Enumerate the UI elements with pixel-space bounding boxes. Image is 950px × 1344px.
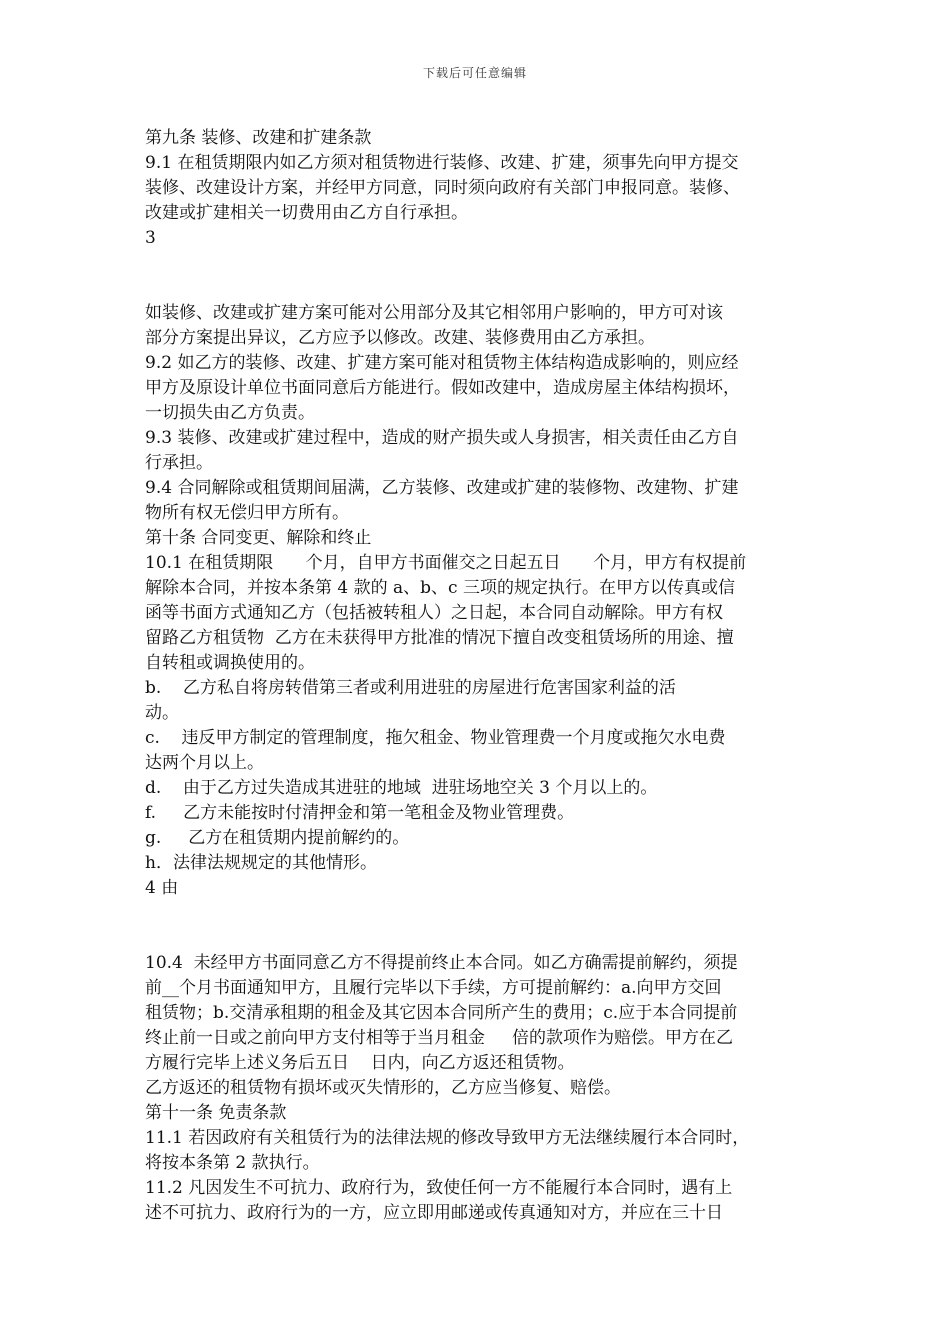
list-item: h．法律法规规定的其他情形。 xyxy=(145,853,377,873)
text-line: 行承担。 xyxy=(145,453,213,473)
text-line: 方履行完毕上述义务后五日 日内，向乙方返还租赁物。 xyxy=(145,1053,575,1073)
text-line: 装修、改建设计方案，并经甲方同意，同时须向政府有关部门申报同意。装修、 xyxy=(145,178,740,198)
text-line: 9.1 在租赁期限内如乙方须对租赁物进行装修、改建、扩建，须事先向甲方提交 xyxy=(145,153,739,173)
text-line: 如装修、改建或扩建方案可能对公用部分及其它相邻用户影响的，甲方可对该 xyxy=(145,303,723,323)
list-item: f. 乙方未能按时付清押金和第一笔租金及物业管理费。 xyxy=(145,803,575,823)
section-9-10-block xyxy=(145,301,810,901)
text-line: 11.2 凡因发生不可抗力、政府行为，致使任何一方不能履行本合同时，遇有上 xyxy=(145,1178,733,1198)
text-line: 留路乙方租赁物 乙方在未获得甲方批准的情况下擅自改变租赁场所的用途、擅 xyxy=(145,628,734,648)
text-line: 一切损失由乙方负责。 xyxy=(145,403,315,423)
section-heading: 第十条 合同变更、解除和终止 xyxy=(145,528,372,548)
text-line: 物所有权无偿归甲方所有。 xyxy=(145,503,349,523)
text-line: 10.4 未经甲方书面同意乙方不得提前终止本合同。如乙方确需提前解约，须提 xyxy=(145,953,738,973)
text-line: 11.1 若因政府有关租赁行为的法律法规的修改导致甲方无法继续履行本合同时， xyxy=(145,1128,750,1148)
text-line: 租赁物；b.交清承租期的租金及其它因本合同所产生的费用；c.应于本合同提前 xyxy=(145,1003,738,1023)
page-break-gap xyxy=(145,901,810,951)
page-header-note: 下载后可任意编辑 xyxy=(422,66,527,80)
text-line: 10.1 在租赁期限 个月，自甲方书面催交之日起五日 个月，甲方有权提前 xyxy=(145,553,747,573)
text-line: 部分方案提出异议，乙方应予以修改。改建、装修费用由乙方承担。 xyxy=(145,328,655,348)
text-line: 前__个月书面通知甲方，且履行完毕以下手续，方可提前解约：a.向甲方交回 xyxy=(145,978,722,998)
text-line: 乙方返还的租赁物有损坏或灭失情形的，乙方应当修复、赔偿。 xyxy=(145,1078,621,1098)
text-line: 9.3 装修、改建或扩建过程中，造成的财产损失或人身损害，相关责任由乙方自 xyxy=(145,428,739,448)
section-9-block xyxy=(145,126,810,251)
text-line: 述不可抗力、政府行为的一方，应立即用邮递或传真通知对方，并应在三十日 xyxy=(145,1203,723,1223)
text-line: 达两个月以上。 xyxy=(145,753,264,773)
text-line: 自转租或调换使用的。 xyxy=(145,653,315,673)
list-item: g. 乙方在租赁期内提前解约的。 xyxy=(145,828,410,848)
page-break-gap xyxy=(145,251,810,301)
text-line: 动。 xyxy=(145,703,179,723)
text-line: 将按本条第 2 款执行。 xyxy=(145,1153,320,1173)
section-heading: 第十一条 免责条款 xyxy=(145,1103,287,1123)
page-number: 4 由 xyxy=(145,878,179,898)
text-line: 9.4 合同解除或租赁期间届满，乙方装修、改建或扩建的装修物、改建物、扩建 xyxy=(145,478,739,498)
list-item: c. 违反甲方制定的管理制度，拖欠租金、物业管理费一个月度或拖欠水电费 xyxy=(145,728,726,748)
list-item: d. 由于乙方过失造成其进驻的地域 进驻场地空关 3 个月以上的。 xyxy=(145,778,658,798)
text-line: 甲方及原设计单位书面同意后方能进行。假如改建中，造成房屋主体结构损坏， xyxy=(145,378,740,398)
text-line: 第九条 装修、改建和扩建条款 xyxy=(145,128,372,148)
text-line: 函等书面方式通知乙方（包括被转租人）之日起，本合同自动解除。甲方有权 xyxy=(145,603,723,623)
document-body xyxy=(145,126,810,1226)
text-line: 解除本合同，并按本条第 4 款的 a、b、c 三项的规定执行。在甲方以传真或信 xyxy=(145,578,735,598)
text-line: 改建或扩建相关一切费用由乙方自行承担。 xyxy=(145,203,468,223)
list-item: b. 乙方私自将房转借第三者或利用进驻的房屋进行危害国家利益的活 xyxy=(145,678,676,698)
text-line: 终止前一日或之前向甲方支付相等于当月租金 倍的款项作为赔偿。甲方在乙 xyxy=(145,1028,734,1048)
text-line: 9.2 如乙方的装修、改建、扩建方案可能对租赁物主体结构造成影响的，则应经 xyxy=(145,353,739,373)
page-number: 3 xyxy=(145,228,156,248)
section-10-11-block xyxy=(145,951,810,1226)
